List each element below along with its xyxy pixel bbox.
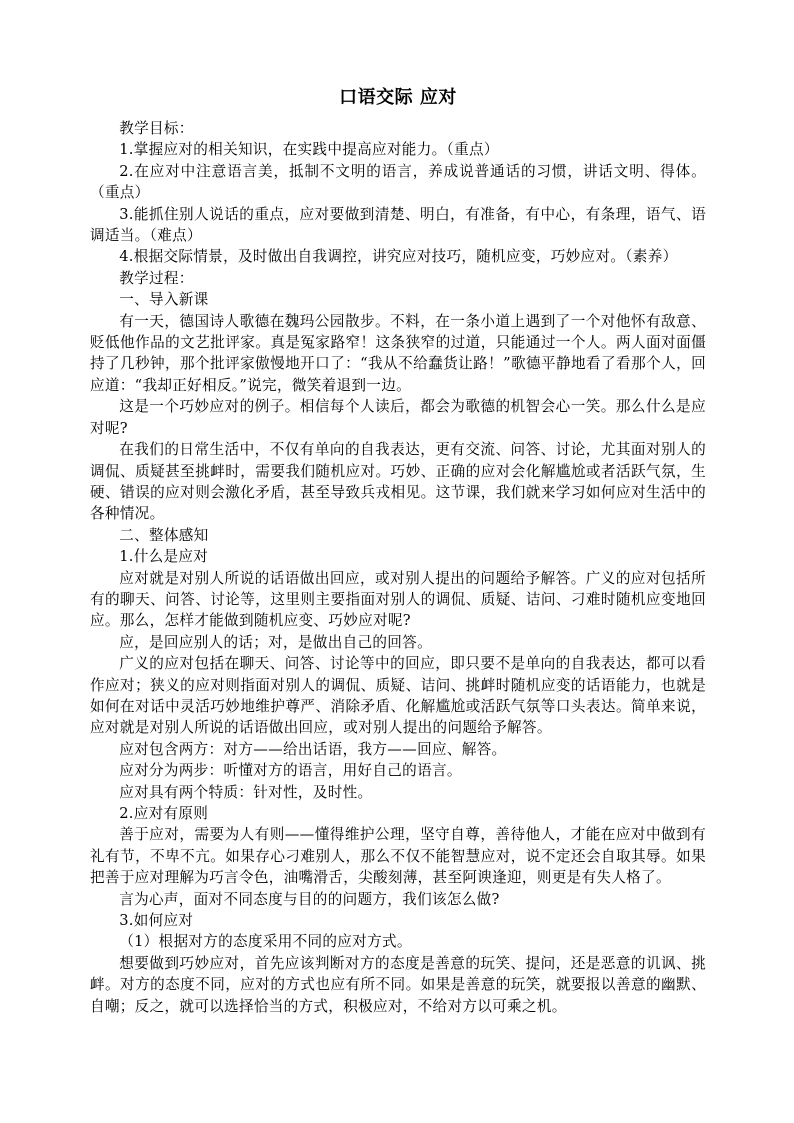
section-heading-overview: 二、整体感知	[119, 526, 209, 544]
document-page	[90, 86, 706, 1017]
paragraph-goal-4: 4.根据交际情景，及时做出自我调控，讲究应对技巧，随机应变，巧妙应对。（素养）	[119, 248, 678, 266]
paragraph-process-heading: 教学过程：	[119, 269, 194, 287]
subheading-how-to: 3.如何应对	[119, 912, 194, 930]
paragraph-two-steps: 应对分为两步：听懂对方的语言，用好自己的语言。	[119, 762, 462, 780]
subheading-attitude: （1）根据对方的态度采用不同的应对方式。	[119, 933, 412, 951]
paragraph-goal-2: 2.在应对中注意语言美，抵制不文明的语言，养成说普通话的习惯，讲话文明、得体。（重点）	[90, 162, 706, 202]
paragraph-principles: 善于应对，需要为人有则——懂得维护公理，坚守自尊，善待他人，才能在应对中做到有礼有节，不卑不亢。如果存心刁难别人，那么不仅不能智慧应对，说不定还会自取其辱。如果把善于应对理解为巧言令色，油嘴滑舌，尖酸刻薄，甚至阿谀逢迎，则更是有失人格了。	[90, 826, 706, 887]
paragraph-goal-1: 1.掌握应对的相关知识，在实践中提高应对能力。（重点）	[119, 141, 499, 159]
document-title: 口语交际 应对	[339, 87, 457, 108]
paragraph-question: 言为心声，面对不同态度与目的的问题方，我们该怎么做?	[119, 890, 500, 908]
paragraph-ying-dui: 应，是回应别人的话；对，是做出自己的回答。	[119, 633, 432, 651]
paragraph-goal-3: 3.能抓住别人说话的重点，应对要做到清楚、明白，有准备，有中心，有条理，语气、语调适当。（难点）	[90, 205, 706, 245]
paragraph-goethe-story: 有一天，德国诗人歌德在魏玛公园散步。不料，在一条小道上遇到了一个对他怀有敌意、贬低他作品的文艺批评家。真是冤家路窄！这条狭窄的过道，只能通过一个人。两人面对面僵持了几秒钟，那个批评家傲慢地开口了：“我从不给蠢货让路！”歌德平静地看了看那个人，回应道：“我却正好相反。”说完，微笑着退到一边。	[90, 312, 706, 394]
paragraph-goals-heading: 教学目标：	[119, 120, 194, 137]
paragraph-daily-life: 在我们的日常生活中，不仅有单向的自我表达，更有交流、问答、讨论，尤其面对别人的调侃、质疑甚至挑衅时，需要我们随机应对。巧妙、正确的应对会化解尴尬或者活跃气氛，生硬、错误的应对则会激化矛盾，甚至导致兵戎相见。这节课，我们就来学习如何应对生活中的各种情况。	[90, 441, 706, 523]
subheading-principles: 2.应对有原则	[119, 805, 209, 822]
paragraph-two-traits: 应对具有两个特质：针对性，及时性。	[119, 783, 373, 801]
subheading-definition: 1.什么是应对	[119, 548, 209, 566]
section-heading-intro: 一、导入新课	[119, 291, 209, 309]
paragraph-two-parties: 应对包含两方：对方——给出话语，我方——回应、解答。	[119, 740, 507, 758]
paragraph-what-is-response: 这是一个巧妙应对的例子。相信每个人读后，都会为歌德的机智会心一笑。那么什么是应对呢?	[90, 398, 706, 437]
paragraph-definition: 应对就是对别人所说的话语做出回应，或对别人提出的问题给予解答。广义的应对包括所有的聊天、问答、讨论等，这里则主要指面对别人的调侃、质疑、诘问、刁难时随机应变地回应。那么，怎样才能做到随机应变、巧妙应对呢?	[90, 569, 706, 630]
paragraph-broad-narrow: 广义的应对包括在聊天、问答、讨论等中的回应，即只要不是单向的自我表达，都可以看作应对；狭义的应对则指面对别人的调侃、质疑、诘问、挑衅时随机应变的话语能力，也就是如何在对话中灵活巧妙地维护尊严、消除矛盾、化解尴尬或活跃气氛等口头表达。简单来说，应对就是对别人所说的话语做出回应，或对别人提出的问题给予解答。	[90, 655, 706, 737]
paragraph-attitude: 想要做到巧妙应对，首先应该判断对方的态度是善意的玩笑、提问，还是恶意的讥讽、挑衅。对方的态度不同，应对的方式也应有所不同。如果是善意的玩笑，就要报以善意的幽默、自嘲；反之，就可以选择恰当的方式，积极应对，不给对方以可乘之机。	[90, 954, 706, 1015]
